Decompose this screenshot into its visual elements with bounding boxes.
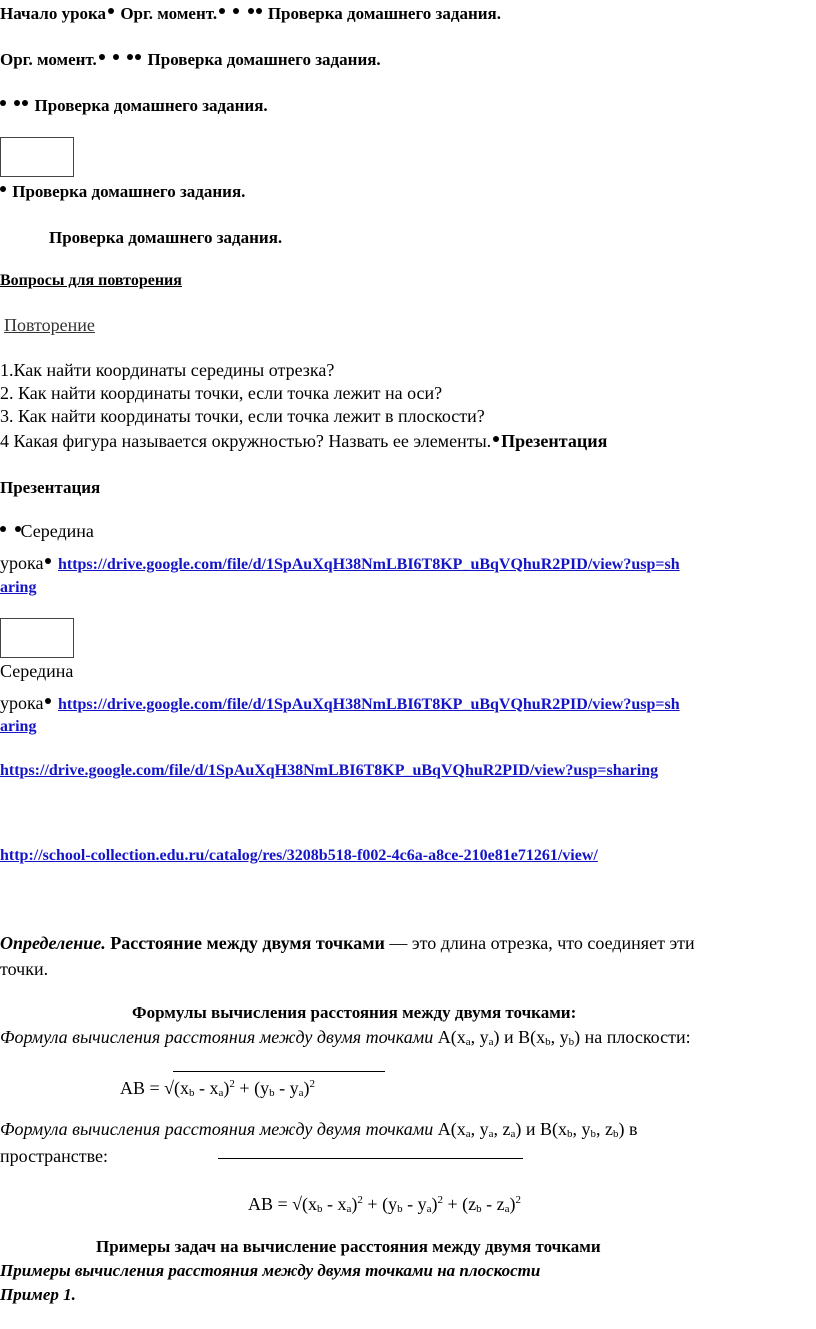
bullet-icon: [0, 100, 6, 106]
drive-link[interactable]: https://drive.google.com/file/d/1SpAuXqH38NmLBI6T8KP_uBqVQhuR2PID/view?usp=sh: [57, 556, 680, 573]
bullet-icon: [15, 526, 21, 532]
definition-line: Определение. Расстояние между двумя точками — это длина отрезка, что соединяет эти: [0, 933, 695, 953]
presentation-heading: Презентация: [0, 478, 101, 497]
lesson-link-line-1: урока https://drive.google.com/file/d/1SpAuXqH38NmLBI6T8KP_uBqVQhuR2PID/view?usp=sh: [0, 553, 680, 573]
header-line-5: Проверка домашнего задания.: [49, 228, 283, 247]
review-heading: Вопросы для повторения: [0, 272, 182, 289]
bullet-icon: [22, 100, 28, 106]
bullet-icon: [45, 698, 51, 704]
bullet-icon: [45, 558, 51, 564]
examples-heading: Примеры задач на вычисление расстояния между двумя точками: [96, 1237, 601, 1256]
middle-line-1: Середина: [0, 521, 94, 541]
bullet-icon: [135, 54, 141, 60]
definition-line-2: точки.: [0, 959, 49, 979]
space-formula: AB = $√(x_b - x_a)^2 + (y_b - y_a)^2 + (z_b - z_a)^2$: [248, 1194, 521, 1215]
bullet-icon: [0, 186, 6, 192]
bullet-icon: [0, 526, 6, 532]
drive-link[interactable]: https://drive.google.com/file/d/1SpAuXqH38NmLBI6T8KP_uBqVQhuR2PID/view?usp=sh: [57, 696, 680, 713]
middle-line-2: Середина: [0, 661, 74, 681]
bullet-icon: [113, 54, 119, 60]
empty-box: [0, 137, 74, 177]
space-formula-intro: Формула вычисления расстояния между двумя точками $A(x_a$, $y_a$, $z_a$) и $B(x_b$, $y_b$, $z_b$) в: [0, 1119, 638, 1140]
bullet-icon: [248, 8, 254, 14]
example-1-label: Пример 1.: [0, 1285, 76, 1304]
header-line-1: Начало урока Орг. момент. Проверка домашнего задания.: [0, 4, 501, 23]
school-collection-link[interactable]: http://school-collection.edu.ru/catalog/res/3208b518-f002-4c6a-a8ce-210e81e71261/view/: [0, 847, 598, 864]
plane-formula-intro: Формула вычисления расстояния между двумя точками $A(x_a$, $y_a$) и $B(x_b$, $y_b$) на плоскости:: [0, 1027, 691, 1048]
header-line-4: Проверка домашнего задания.: [0, 182, 245, 202]
sqrt-bar: [218, 1158, 523, 1159]
space-word: пространстве:: [0, 1146, 109, 1166]
drive-link-full[interactable]: https://drive.google.com/file/d/1SpAuXqH38NmLBI6T8KP_uBqVQhuR2PID/view?usp=sharing: [0, 762, 659, 779]
bullet-icon: [14, 100, 20, 106]
bullet-icon: [233, 8, 239, 14]
bullet-icon: [127, 54, 133, 60]
lesson-link-line-2: урока https://drive.google.com/file/d/1SpAuXqH38NmLBI6T8KP_uBqVQhuR2PID/view?usp=sh: [0, 693, 680, 713]
empty-box: [0, 618, 74, 658]
drive-link-cont[interactable]: aring: [0, 718, 37, 735]
sqrt-bar: [173, 1071, 385, 1072]
question-2: 2. Как найти координаты точки, если точка лежит на оси?: [0, 383, 443, 403]
repeat-label: Повторение: [4, 315, 95, 335]
drive-link-cont[interactable]: aring: [0, 579, 37, 596]
header-line-3: Проверка домашнего задания.: [0, 96, 268, 116]
question-4: 4 Какая фигура называется окружностью? Назвать ее элементы. Презентация: [0, 431, 608, 451]
question-1: 1.Как найти координаты середины отрезка?: [0, 360, 335, 380]
bullet-icon: [219, 8, 225, 14]
header-line-2: Орг. момент. Проверка домашнего задания.: [0, 50, 381, 69]
formulas-heading: Формулы вычисления расстояния между двумя точками:: [132, 1003, 577, 1022]
bullet-icon: [99, 54, 105, 60]
bullet-icon: [256, 8, 262, 14]
plane-formula: AB = $√(x_b - x_a)^2 + (y_b - y_a)^2$: [120, 1078, 315, 1099]
bullet-icon: [493, 436, 499, 442]
bullet-icon: [108, 8, 114, 14]
examples-plane-heading: Примеры вычисления расстояния между двумя точками на плоскости: [0, 1261, 541, 1280]
question-3: 3. Как найти координаты точки, если точка лежит в плоскости?: [0, 406, 485, 426]
